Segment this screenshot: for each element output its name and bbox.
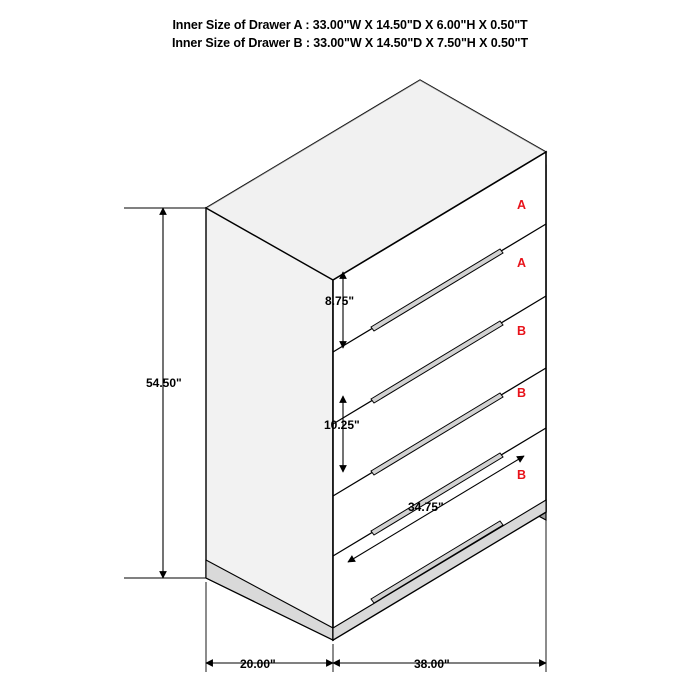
dim-label-overall-height: 54.50" — [146, 376, 182, 390]
header-line-1: Inner Size of Drawer A : 33.00"W X 14.50"D X 6.00"H X 0.50"T — [172, 18, 528, 32]
drawer-label-4: B — [517, 386, 527, 400]
drawer-label-1: A — [517, 198, 527, 212]
dim-label-drawer-a-height: 8.75" — [325, 294, 355, 308]
dim-label-drawer-width: 34.75" — [408, 500, 444, 514]
dim-label-width: 38.00" — [414, 657, 450, 671]
dim-label-depth: 20.00" — [240, 657, 276, 671]
dim-label-drawer-b-height: 10.25" — [324, 418, 360, 432]
drawer-label-5: B — [517, 468, 527, 482]
drawer-label-2: A — [517, 256, 527, 270]
drawer-label-3: B — [517, 324, 527, 338]
header-line-2: Inner Size of Drawer B : 33.00"W X 14.50"D X 7.50"H X 0.50"T — [171, 36, 529, 50]
